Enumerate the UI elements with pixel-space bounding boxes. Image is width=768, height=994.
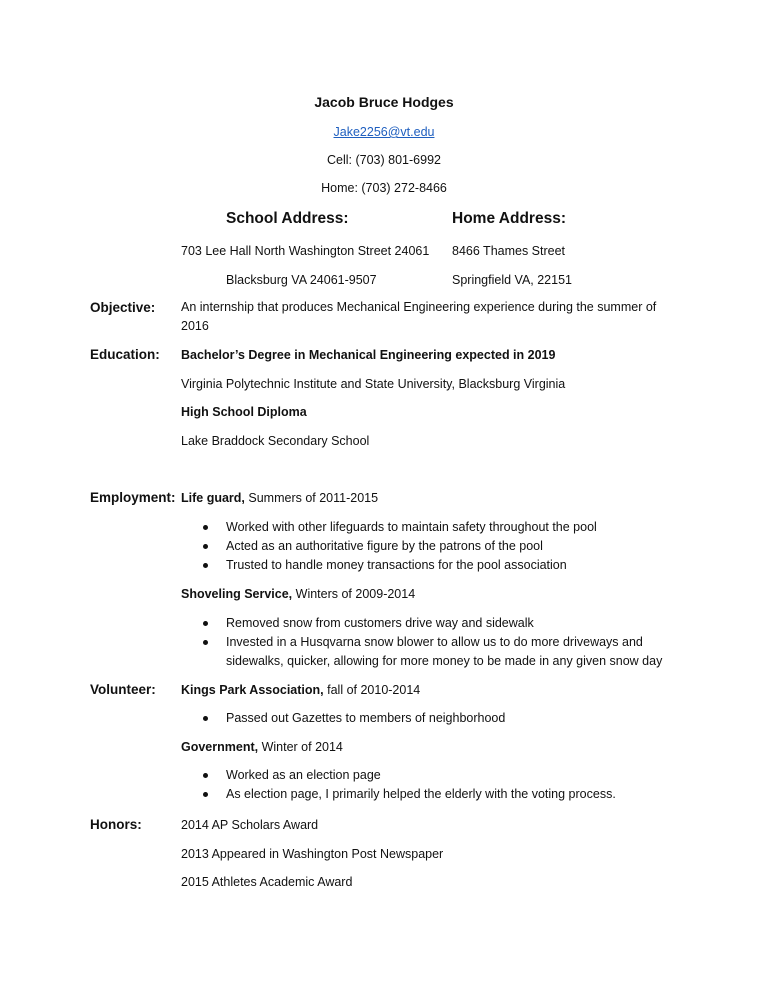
employment-label: Employment: (90, 490, 176, 505)
bullet-icon (203, 716, 208, 721)
list-item: As election page, I primarily helped the elderly with the voting process. (181, 785, 686, 804)
home-address-line2: Springfield VA, 22151 (452, 273, 572, 287)
honor-item: 2015 Athletes Academic Award (181, 875, 353, 889)
job-period: Winters of 2009-2014 (292, 587, 416, 601)
volunteer-bullets (181, 766, 686, 804)
list-item: Trusted to handle money transactions for the pool association (181, 556, 686, 575)
list-item: Worked as an election page (181, 766, 686, 785)
university: Virginia Polytechnic Institute and State University, Blacksburg Virginia (181, 377, 566, 391)
school-address-heading: School Address: (226, 210, 349, 227)
objective-label: Objective: (90, 300, 156, 315)
bullet-icon (203, 640, 208, 645)
job-bullets (181, 518, 686, 575)
cell-phone: Cell: (703) 801-6992 (327, 153, 441, 167)
volunteer-title: Kings Park Association, (181, 683, 324, 697)
volunteer-heading (181, 739, 343, 755)
bullet-icon (203, 773, 208, 778)
job-heading (181, 586, 415, 602)
volunteer-bullets (181, 709, 686, 728)
list-item: Removed snow from customers drive way and sidewalk (181, 614, 686, 633)
honors-label: Honors: (90, 817, 142, 832)
volunteer-period: Winter of 2014 (258, 740, 343, 754)
school-address-line2: Blacksburg VA 24061-9507 (226, 273, 377, 287)
bullet-icon (203, 544, 208, 549)
honor-item: 2014 AP Scholars Award (181, 818, 319, 832)
degree: Bachelor’s Degree in Mechanical Engineering expected in 2019 (181, 348, 556, 362)
volunteer-period: fall of 2010-2014 (323, 683, 421, 697)
resume-name: Jacob Bruce Hodges (314, 94, 454, 110)
job-bullets (181, 614, 686, 671)
home-address-line1: 8466 Thames Street (452, 244, 566, 258)
list-item: Passed out Gazettes to members of neighborhood (181, 709, 686, 728)
objective-text: An internship that produces Mechanical Engineering experience during the summer of 2016 (181, 300, 657, 333)
volunteer-heading (181, 682, 420, 698)
job-title: Shoveling Service, (181, 587, 293, 601)
school-address-line1: 703 Lee Hall North Washington Street 24061 (181, 244, 430, 258)
job-period: Summers of 2011-2015 (244, 491, 379, 505)
diploma: High School Diploma (181, 405, 307, 419)
job-heading (181, 490, 378, 506)
education-label: Education: (90, 347, 160, 362)
volunteer-title: Government, (181, 740, 259, 754)
bullet-icon (203, 792, 208, 797)
honor-item: 2013 Appeared in Washington Post Newspaper (181, 847, 444, 861)
high-school: Lake Braddock Secondary School (181, 434, 370, 448)
email-text[interactable]: Jake2256@vt.edu (333, 125, 435, 139)
job-title: Life guard, (181, 491, 245, 505)
list-item: Invested in a Husqvarna snow blower to allow us to do more driveways and sidewalks, quicker, allowing for more money to be made in any given snow day (181, 633, 686, 671)
bullet-icon (203, 563, 208, 568)
volunteer-label: Volunteer: (90, 682, 156, 697)
list-item: Worked with other lifeguards to maintain safety throughout the pool (181, 518, 686, 537)
email-link[interactable] (200, 124, 568, 140)
bullet-icon (203, 621, 208, 626)
home-address-heading: Home Address: (452, 210, 566, 227)
home-phone: Home: (703) 272-8466 (321, 181, 447, 195)
list-item: Acted as an authoritative figure by the patrons of the pool (181, 537, 686, 556)
bullet-icon (203, 525, 208, 530)
